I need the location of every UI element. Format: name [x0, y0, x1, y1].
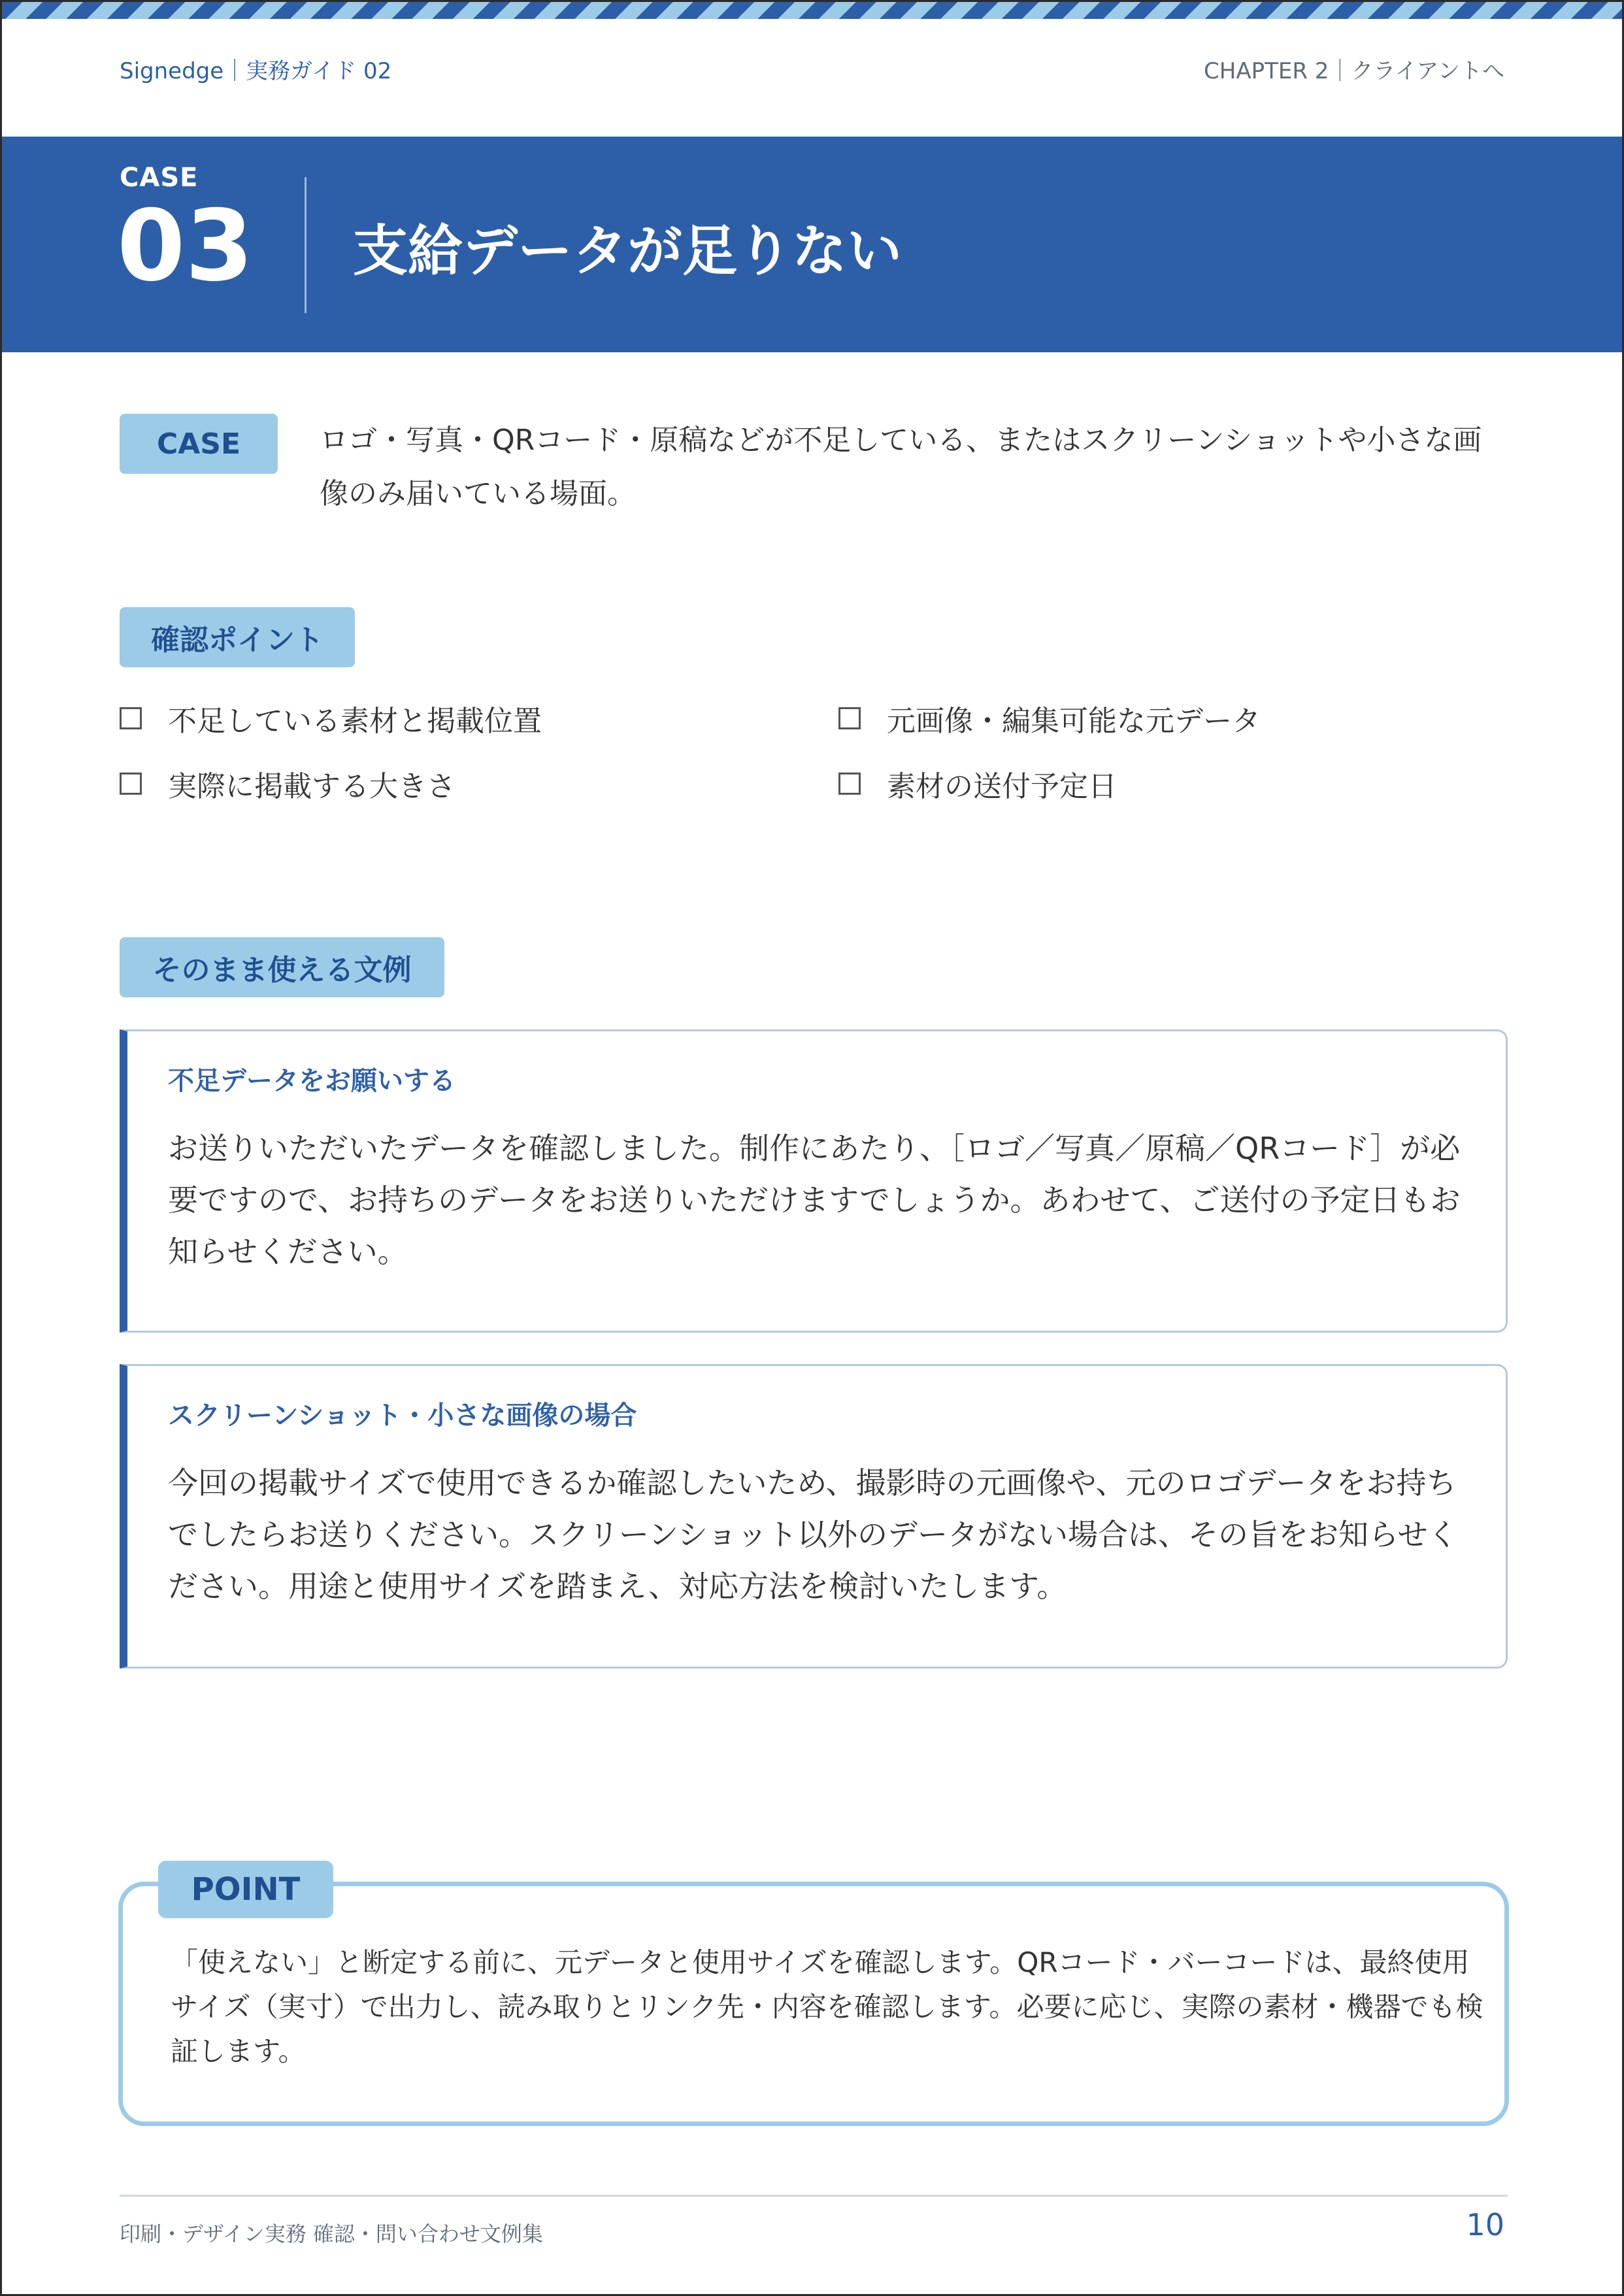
banner-case-label: CASE: [120, 163, 199, 193]
case-banner: [2, 137, 1624, 352]
checklist-item-label: 実際に掲載する大きさ: [168, 770, 456, 803]
checklist-item-label: 不足している素材と掲載位置: [168, 705, 542, 738]
confirm-section-label: 確認ポイント: [120, 607, 355, 667]
checklist-item-label: 素材の送付予定日: [887, 770, 1117, 803]
checklist-item: [838, 697, 1261, 739]
checklist-item-label: 元画像・編集可能な元データ: [887, 705, 1261, 738]
checklist-item: [838, 763, 1117, 805]
footer-document-title: 印刷・デザイン実務 確認・問い合わせ文例集: [120, 2221, 543, 2246]
banner-case-number: 03: [117, 190, 254, 303]
point-label: POINT: [158, 1861, 333, 1918]
example-card-body[interactable]: 今回の掲載サイズで使用できるか確認したいため、撮影時の元画像や、元のロゴデータをお持ちでしたらお送りください。スクリーンショット以外のデータがない場合は、その旨をお知らせください。用途と使用サイズを踏まえ、対応方法を検討いたします。: [168, 1465, 1458, 1605]
header-chapter: CHAPTER 2｜クライアントへ: [1204, 58, 1504, 84]
examples-section-label: そのまま使える文例: [120, 937, 444, 997]
example-card-title: 不足データをお願いする: [168, 1066, 456, 1096]
checkbox-icon[interactable]: [120, 773, 142, 795]
checkbox-icon[interactable]: [120, 707, 142, 729]
checkbox-icon[interactable]: [838, 773, 861, 795]
checkbox-icon[interactable]: [838, 707, 861, 729]
footer-divider: [120, 2195, 1508, 2197]
case-description: ロゴ・写真・QRコード・原稿などが不足している、またはスクリーンショットや小さな画像のみ届いている場面。: [320, 424, 1482, 510]
top-stripe-decoration: [2, 2, 1622, 19]
case-section-label: CASE: [120, 414, 278, 474]
point-text: 「使えない」と断定する前に、元データと使用サイズを確認します。QRコード・バーコードは、最終使用サイズ（実寸）で出力し、読み取りとリンク先・内容を確認します。必要に応じ、実際の素材・機器でも検証します。: [171, 1946, 1483, 2068]
banner-divider: [305, 177, 307, 313]
header-brand: Signedge｜実務ガイド 02: [120, 58, 392, 84]
example-card-title: スクリーンショット・小さな画像の場合: [168, 1401, 637, 1431]
page-title: 支給データが足りない: [353, 219, 903, 283]
checklist-item: [120, 763, 456, 805]
checklist-item: [120, 697, 542, 739]
example-card: [120, 1364, 1508, 1669]
example-card-body[interactable]: お送りいただいたデータを確認しました。制作にあたり、［ロゴ／写真／原稿／QRコード］が必要ですので、お持ちのデータをお送りいただけますでしょうか。あわせて、ご送付の予定日もお知らせください。: [168, 1131, 1461, 1270]
example-card: [120, 1029, 1508, 1333]
page-number: 10: [1466, 2207, 1504, 2242]
